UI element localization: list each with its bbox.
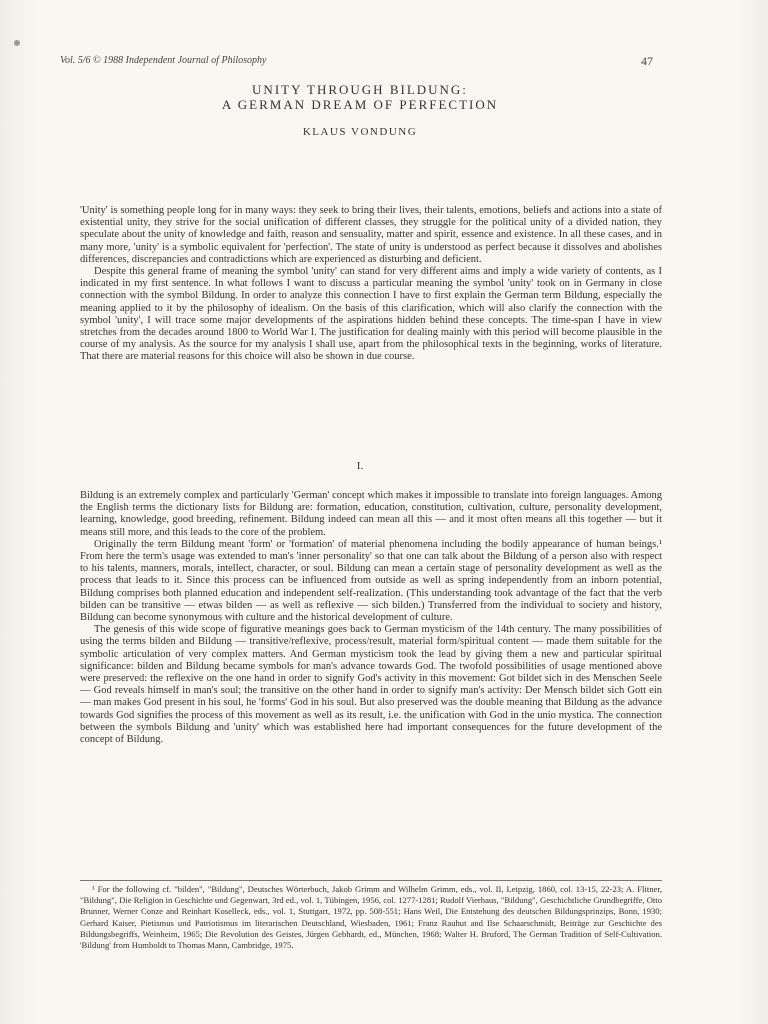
intro-paragraph-1: 'Unity' is something people long for in many ways: they seek to bring their lives, their talents, emotions, beliefs and actions into a state of existential unity, they strive for the social unification of different classes, they struggle for the political unity of a divided nation, they speculate about the unity of knowledge and faith, reason and sensuality, matter and spirit, essence and existence. In all these cases, and in many more, 'unity' is a symbolic equivalent for 'perfection'. The state of unity is understood as perfect because it dissolves and abolishes differences, discrepancies and contradictions which are experienced as disturbing and deficient. [80,205,662,265]
article-title [60,82,660,112]
section-1-paragraph-2: Originally the term Bildung meant 'form' or 'formation' of material phenomena including the bodily appearance of human beings.¹ From here the term's usage was extended to man's 'inner personality' so that one can talk about the Bildung of a person also with respect to his talents, manners, morals, intellect, character, or soul. Bildung can mean a certain stage of personality development as well as the process that leads to it. Since this process can be influenced from outside as well as spring independently from an inborn potential, Bildung comprises both planned education and independent self-realization. (This understanding took advantage of the fact that the verb bilden can be transitive — etwas bilden — as well as reflexive — sich bilden.) Transferred from the individual to society and history, Bildung can become synonymous with culture and the historical development of culture. [80,538,662,624]
footnote [80,884,662,951]
author-name: KLAUS VONDUNG [302,126,418,138]
section-1-paragraph-1: Bildung is an extremely complex and particularly 'German' concept which makes it impossible to translate into foreign languages. Among the English terms the dictionary lists for Bildung are: formation, education, constitution, cultivation, culture, personality development, learning, knowledge, good breeding, refinement. Bildung indeed can mean all this — and it most often means all this together — but it means still more, and this leads to the core of the problem. [80,490,662,538]
intro-paragraph-2: Despite this general frame of meaning the symbol 'unity' can stand for very different aims and imply a wide variety of contents, as I indicated in my first sentence. In what follows I want to discuss a particular meaning the symbol 'unity' took on in Germany in close connection with the symbol Bildung. In order to analyze this connection I have to first explain the German term Bildung, especially the meaning applied to it by the philosophy of idealism. On the basis of this clarification, which will also clarify the connection with the symbol 'unity', I will trace some major developments of the aspirations hidden behind these concepts. The time-span I have in view stretches from the decades around 1800 to World War I. The justification for dealing mainly with this period will become plausible in the course of my analysis. As the source for my analysis I shall use, apart from the philosophical texts in the beginning, works of literature. That there are material reasons for this choice will also be shown in due course. [80,266,662,363]
section-1-paragraph-3: The genesis of this wide scope of figurative meanings goes back to German mysticism of the 14th century. The many possibilities of using the terms bilden and Bildung — transitive/reflexive, process/result, material form/spiritual content — made them suitable for the symbolic articulation of very complex matters. And German mysticism took the lead by giving them a new and particular spiritual significance: bilden and Bildung became symbols for man's advance towards God. The twofold possibilities of usage mentioned above were preserved: the reflexive on the one hand in order to signify God's activity in this movement: Got bildet sich in des Menschen Seele — God reveals himself in man's soul; the transitive on the other hand in order to signify man's activity: Der Mensch bildet sich Gott ein — man makes God present in his soul, he 'forms' God in his soul. But also preserved was the double meaning that Bildung as the advance towards God signifies the process of this movement as well as its result, i.e. the unification with God in the unio mystica. The connection between the symbols Bildung and 'unity' which was established here had important consequences for the future development of the concept of Bildung. [80,624,662,746]
margin-mark [14,40,20,46]
title-line-1: UNITY THROUGH BILDUNG: [252,82,468,97]
running-head: Vol. 5/6 © 1988 Independent Journal of Philosophy [60,55,267,66]
section-marker: I. [356,460,364,472]
footnote-rule [80,880,662,881]
footnote-text: ¹ For the following cf. "bilden", "Bildung", Deutsches Wörterbuch, Jakob Grimm and Wilhelm Grimm, eds., vol. II, Leipzig, 1860, col. 13-15, 22-23; A. Flitner, "Bildung", Die Religion in Geschichte und Gegenwart, 3rd ed., vol. 1, Tübingen, 1956, col. 1277-1281; Rudolf Vierhaus, "Bildung", Geschichtliche Grundbegriffe, Otto Brunner, Werner Conze and Reinhart Koselleck, eds., vol. 1, Stuttgart, 1972, pp. 508-551; Hans Weil, Die Entstehung des deutschen Bildungsprinzips, Bonn, 1930; Gerhard Kaiser, Pietismus und Patriotismus im literarischen Deutschland, Wiesbaden, 1961; Franz Rauhut and Ilse Schaarschmidt, Beiträge zur Geschichte des Bildungsbegriffs, Weinheim, 1965; Die Revolution des Geistes, Jürgen Gebhardt, ed., München, 1968; Walter H. Bruford, The German Tradition of Self-Cultivation. 'Bildung' from Humboldt to Thomas Mann, Cambridge, 1975. [80,884,662,951]
section-1-body [80,490,662,746]
title-line-2: A GERMAN DREAM OF PERFECTION [221,97,499,112]
page-number: 47 [641,54,653,68]
intro-section [80,205,662,364]
